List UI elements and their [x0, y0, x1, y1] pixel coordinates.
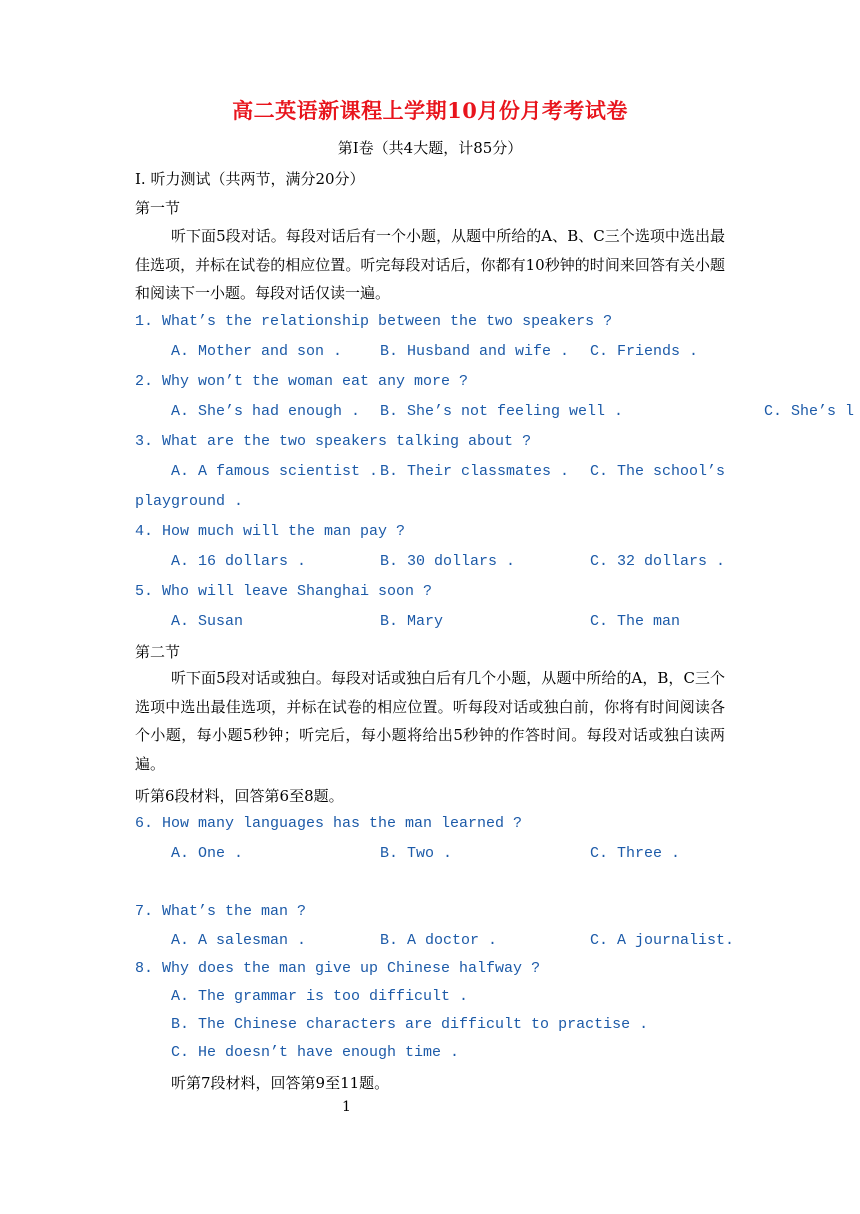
section2-instructions: 听下面5段对话或独白。每段对话或独白后有几个小题，从题中所给的A，B，C三个选项中选出最佳选项，并标在试卷的相应位置。听每段对话或独白前，你将有时间阅读各个小题，每小题5秒钟；听完后，每小题将给出5秒钟的作答时间。每段对话或独白读两遍。	[135, 669, 725, 773]
question-2-option-a: A. She’s had enough .	[171, 403, 361, 420]
question-4-option-a: A. 16 dollars .	[171, 553, 307, 570]
question-7-option-a: A. A salesman .	[171, 932, 307, 949]
question-6-option-b: B. Two .	[380, 845, 453, 862]
question-2-option-b: B. She’s not feeling well .	[380, 403, 624, 420]
question-2-option-c: C. She’s l	[764, 403, 855, 420]
question-3-option-c: C. The school’s	[590, 463, 726, 480]
question-3-option-a: A. A famous scientist .	[171, 463, 379, 480]
question-3-stem: 3. What are the two speakers talking about ?	[135, 433, 532, 450]
paper-subtitle: 第Ⅰ卷（共4大题，计85分）	[337, 139, 523, 157]
question-4-option-b: B. 30 dollars .	[380, 553, 516, 570]
question-1-option-c: C. Friends .	[590, 343, 699, 360]
question-4-stem: 4. How much will the man pay ?	[135, 523, 406, 540]
question-7-stem: 7. What’s the man ?	[135, 903, 307, 920]
question-6-option-c: C. Three .	[590, 845, 681, 862]
question-5-option-b: B. Mary	[380, 613, 444, 630]
section1-instructions: 听下面5段对话。每段对话后有一个小题，从题中所给的A、B、C三个选项中选出最佳选项，并标在试卷的相应位置。听完每段对话后，你都有10秒钟的时间来回答有关小题和阅读下一小题。每段对话仅读一遍。	[135, 227, 725, 302]
page-number: 1	[342, 1099, 351, 1115]
exam-title: 高二英语新课程上学期10月份月考考试卷	[232, 98, 628, 123]
question-8-option-c: C. He doesn’t have enough time .	[171, 1044, 460, 1061]
question-1-stem: 1. What’s the relationship between the two speakers ?	[135, 313, 613, 330]
question-1-option-b: B. Husband and wife .	[380, 343, 570, 360]
section1-heading: 第一节	[135, 199, 181, 217]
question-5-option-a: A. Susan	[171, 613, 244, 630]
question-6-option-a: A. One .	[171, 845, 244, 862]
question-4-option-c: C. 32 dollars .	[590, 553, 726, 570]
section2-heading: 第二节	[135, 643, 181, 661]
question-5-stem: 5. Who will leave Shanghai soon ?	[135, 583, 433, 600]
question-7-option-b: B. A doctor .	[380, 932, 498, 949]
question-8-stem: 8. Why does the man give up Chinese halfway ?	[135, 960, 541, 977]
question-1-option-a: A. Mother and son .	[171, 343, 343, 360]
question-6-stem: 6. How many languages has the man learned ?	[135, 815, 523, 832]
question-3-option-b: B. Their classmates .	[380, 463, 570, 480]
question-2-stem: 2. Why won’t the woman eat any more ?	[135, 373, 469, 390]
question-8-option-b: B. The Chinese characters are difficult to practise .	[171, 1016, 649, 1033]
question-3-option-c-continued: playground .	[135, 493, 244, 510]
material-6-note: 听第6段材料，回答第6至8题。	[135, 787, 344, 805]
part1-heading: I. 听力测试（共两节，满分20分）	[135, 170, 365, 188]
question-8-option-a: A. The grammar is too difficult .	[171, 988, 469, 1005]
material-7-note: 听第7段材料，回答第9至11题。	[171, 1074, 390, 1092]
question-7-option-c: C. A journalist.	[590, 932, 735, 949]
question-5-option-c: C. The man	[590, 613, 681, 630]
